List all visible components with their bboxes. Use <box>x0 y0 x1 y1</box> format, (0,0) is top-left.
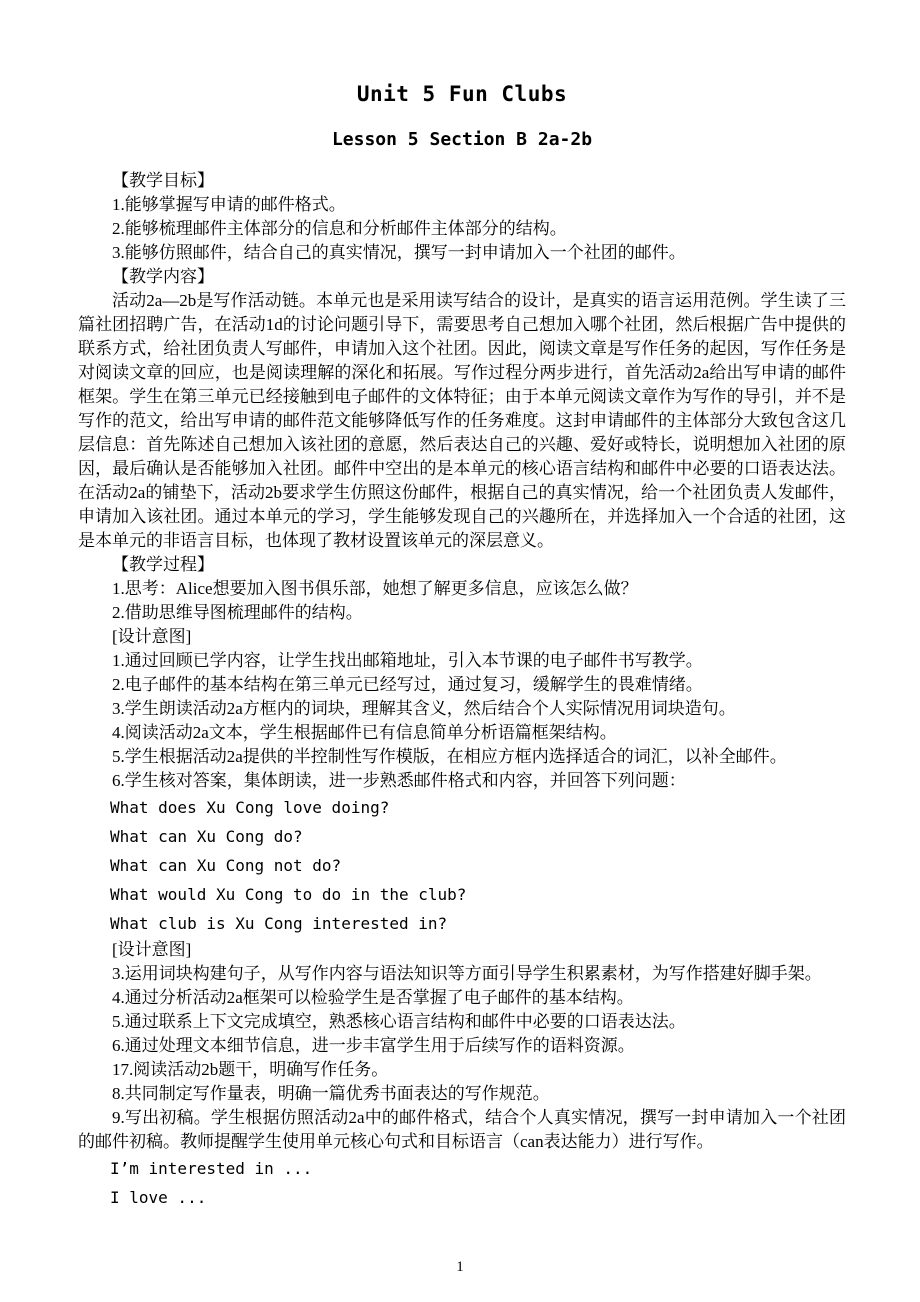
paragraph: 2.能够梳理邮件主体部分的信息和分析邮件主体部分的结构。 <box>112 219 567 238</box>
paragraph: 1.思考：Alice想要加入图书俱乐部，她想了解更多信息，应该怎么做？ <box>112 579 638 598</box>
paragraph: 5.学生根据活动2a提供的半控制性写作模版，在相应方框内选择适合的词汇，以补全邮件。 <box>112 747 787 766</box>
paragraph: 活动2a—2b是写作活动链。本单元也是采用读写结合的设计，是真实的语言运用范例。学生读了三篇社团招聘广告，在活动1d的讨论问题引导下，需要思考自己想加入哪个社团，然后根据广告中提供的联系方式，给社团负责人写邮件，申请加入这个社团。因此，阅读文章是写作任务的起因，写作任务是对阅读文章的回应，也是阅读理解的深化和拓展。写作过程分两步进行，首先活动2a给出写申请的邮件框架。学生在第三单元已经接触到电子邮件的文体特征；由于本单元阅读文章作为写作的导引，并不是写作的范文，给出写申请的邮件范文能够降低写作的任务难度。这封申请邮件的主体部分大致包含这几层信息：首先陈述自己想加入该社团的意愿，然后表达自己的兴趣、爱好或特长，说明想加入社团的原因，最后确认是否能够加入社团。邮件中空出的是本单元的核心语言结构和邮件中必要的口语表达法。在活动2a的铺垫下，活动2b要求学生仿照这份邮件，根据自己的真实情况，给一个社团负责人发邮件，申请加入该社团。通过本单元的学习，学生能够发现自己的兴趣所在，并选择加入一个合适的社团，这是本单元的非语言目标，也体现了教材设置该单元的深层意义。 <box>78 291 846 550</box>
paragraph-list <box>78 169 846 1212</box>
paragraph: 8.共同制定写作量表，明确一篇优秀书面表达的写作规范。 <box>112 1084 550 1103</box>
paragraph: 1.通过回顾已学内容，让学生找出邮箱地址，引入本节课的电子邮件书写教学。 <box>112 651 703 670</box>
paragraph-english: I love ... <box>110 1188 207 1207</box>
paragraph-english: I’m interested in ... <box>110 1159 313 1178</box>
paragraph: 【教学目标】 <box>112 171 214 190</box>
paragraph: 6.学生核对答案，集体朗读，进一步熟悉邮件格式和内容，并回答下列问题： <box>112 771 686 790</box>
paragraph: 2.借助思维导图梳理邮件的结构。 <box>112 603 363 622</box>
paragraph: 3.学生朗读活动2a方框内的词块，理解其含义，然后结合个人实际情况用词块造句。 <box>112 699 736 718</box>
paragraph: 1.能够掌握写申请的邮件格式。 <box>112 195 346 214</box>
paragraph: 4.通过分析活动2a框架可以检验学生是否掌握了电子邮件的基本结构。 <box>112 988 634 1007</box>
paragraph: 3.运用词块构建句子，从写作内容与语法知识等方面引导学生积累素材，为写作搭建好脚手架。 <box>112 964 822 983</box>
paragraph: [设计意图] <box>112 627 192 646</box>
paragraph: 6.通过处理文本细节信息，进一步丰富学生用于后续写作的语料资源。 <box>112 1036 635 1055</box>
paragraph: 【教学内容】 <box>112 267 214 286</box>
paragraph: [设计意图] <box>112 940 192 959</box>
paragraph-english: What does Xu Cong love doing? <box>110 798 390 817</box>
document-content <box>78 0 846 1212</box>
document-title: Unit 5 Fun Clubs <box>356 82 568 106</box>
paragraph: 3.能够仿照邮件，结合自己的真实情况，撰写一封申请加入一个社团的邮件。 <box>112 243 686 262</box>
paragraph-english: What club is Xu Cong interested in? <box>110 914 448 933</box>
paragraph-english: What would Xu Cong to do in the club? <box>110 885 467 904</box>
paragraph: 5.通过联系上下文完成填空，熟悉核心语言结构和邮件中必要的口语表达法。 <box>112 1012 686 1031</box>
paragraph: 9.写出初稿。学生根据仿照活动2a中的邮件格式，结合个人真实情况，撰写一封申请加入一个社团的邮件初稿。教师提醒学生使用单元核心句式和目标语言（can表达能力）进行写作。 <box>78 1108 846 1151</box>
paragraph: 17.阅读活动2b题干，明确写作任务。 <box>112 1060 389 1079</box>
paragraph: 4.阅读活动2a文本，学生根据邮件已有信息简单分析语篇框架结构。 <box>112 723 617 742</box>
paragraph-english: What can Xu Cong not do? <box>110 856 342 875</box>
paragraph: 2.电子邮件的基本结构在第三单元已经写过，通过复习，缓解学生的畏难情绪。 <box>112 675 703 694</box>
paragraph: 【教学过程】 <box>112 555 214 574</box>
page-number: 1 <box>456 1259 464 1275</box>
document-subtitle: Lesson 5 Section B 2a-2b <box>331 129 593 150</box>
paragraph-english: What can Xu Cong do? <box>110 827 303 846</box>
